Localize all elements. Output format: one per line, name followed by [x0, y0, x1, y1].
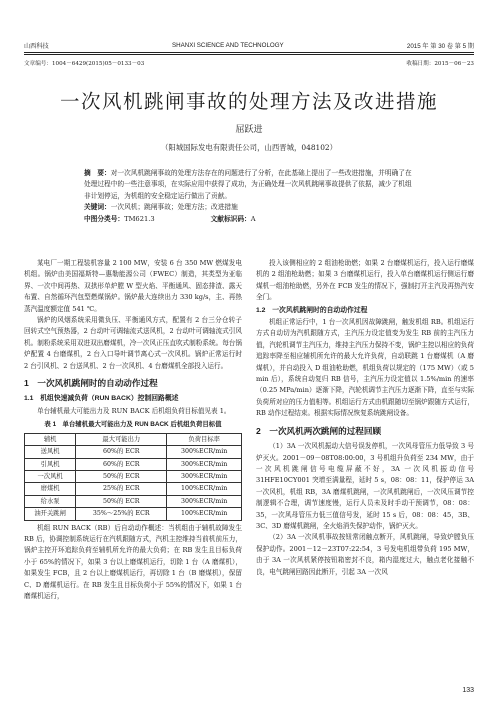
issue-info: 2015 年 第 30 卷 第 5 期	[406, 42, 474, 50]
table-header-row	[25, 433, 242, 445]
table-cell: 油开关跳闸	[25, 508, 76, 520]
table-row	[25, 446, 242, 458]
table-header-cell: 负荷目标率	[167, 433, 242, 445]
table-cell: 送风机	[25, 446, 76, 458]
section-2-heading: 2 一次风机两次跳闸的过程回顾	[256, 425, 382, 436]
table-cell: 300%ECR/min	[167, 495, 242, 507]
table-cell: 60%的 ECR	[76, 446, 167, 458]
runback-paragraph: 机组 RUN BACK（RB）后自动动作概述：当机组由于辅机故障发生 RB 后，协调控制系统运行在汽机跟随方式，汽机主控维持当前机前压力，锅炉主控开环追踪负荷至辅机所允许的最大负荷；在 RB 发生且目标负荷小于 65%的情况下，如果 3 台以上磨煤机运行，切除 1 台（A 磨煤机），如果发生 FCB，且 2 台以上磨煤机运行，再切除 1 台（B 磨煤机），保留 C、D 磨煤机运行。在 RB 发生且目标负荷小于 55%的情况下，如果 1 台磨煤机运行，	[24, 523, 242, 600]
keywords-label: 关键词：	[84, 203, 111, 212]
header-rule	[24, 52, 474, 53]
right-column	[256, 258, 474, 578]
table-header-cell: 最大可能出力	[76, 433, 167, 445]
page-number: 133	[462, 687, 474, 694]
header-rule-thin	[24, 54, 474, 55]
journal-name-cn: 山西科技	[24, 42, 49, 50]
oil-gun-paragraph: 投入该侧相应的 2 组油枪助燃；如果 2 台磨煤机运行，投入运行磨煤机的 2 组油枪助燃；如果 3 台磨煤机运行，投入单台磨煤机运行侧运行磨煤机一组油枪助燃，另外在 FCB 发生的情况下，强制打开主汽及再热汽安全门。	[256, 259, 474, 302]
section-1-2-heading: 1.2 一次风机跳闸时的自动动作过程	[256, 306, 368, 314]
table-row	[25, 483, 242, 495]
table-1	[24, 433, 242, 521]
table-header-cell: 辅机	[25, 433, 76, 445]
received-date: 收稿日期：2015－06－23	[406, 60, 474, 67]
table-cell: 50%的 ECR	[76, 495, 167, 507]
clc-number: TM621.3	[124, 214, 155, 223]
table-cell: 300%ECR/min	[167, 446, 242, 458]
table-1-caption: 表 1 单台辅机最大可能出力及 RUN BACK 后机组负荷目标值	[44, 421, 222, 429]
left-column	[24, 258, 242, 602]
table-cell: 300%ECR/min	[167, 470, 242, 482]
article-title: 一次风机跳闸事故的处理方法及改进措施	[59, 90, 438, 113]
intro-paragraph-2: 锅炉的风烟系统采用微负压、平衡通风方式，配置有 2 台三分仓转子回转式空气预热器，2 台动叶可调轴流式送风机，2 台动叶可调轴流式引风机。制粉系统采用双进双出磨煤机，冷一次风正压直吹式制粉系统。每台锅炉配置 4 台磨煤机，2 台入口导叶调节离心式一次风机。锅炉正常运行时 2 台引风机、2 台送风机、2 台一次风机、4 台磨煤机全部投入运行。	[24, 316, 242, 370]
abstract	[84, 168, 414, 202]
clc-label: 中图分类号：	[84, 214, 125, 223]
doc-code: A	[250, 214, 256, 223]
article-number: 文章编号：1004－6429(2015)05－0133－03	[24, 60, 145, 67]
table-cell: 引风机	[25, 458, 76, 470]
table-cell: 35%～25%的 ECR	[76, 508, 167, 520]
table-cell: 25%的 ECR	[76, 483, 167, 495]
intro-paragraph-1: 某电厂一期工程装机容量 2 100 MW，安装 6 台 350 MW 燃煤发电机组。锅炉由美国福斯特—惠勒能源公司（FWEC）制造，其类型为亚临界、一次中间再热、双拱形单炉膛 W 型火焰、平衡通风、固态排渣、露天布置、自然循环汽包型燃煤锅炉。锅炉最大连续出力 330 kg/s，主、再热蒸汽温度额定值 541 ℃。	[24, 259, 242, 313]
abstract-label: 摘 要：	[84, 169, 111, 177]
section-1-heading: 1 一次风机跳闸时的自动动作过程	[24, 378, 158, 389]
section-1-1-paragraph: 单台辅机最大可能出力及 RUN BACK 后机组负荷目标值见表 1。	[37, 406, 231, 415]
abstract-text: 对一次风机跳闸事故的处理方法存在的问题进行了分析，在此基础上提出了一些改进措施，并明确了在处理过程中的一些注意事项，在实际应用中获得了成功，为正确处理一次风机跳闸事故提供了依据，减少了机组非计划停运，为机组的安全稳定运行做出了贡献。	[84, 169, 412, 200]
author-affiliation: （阳城国际发电有限责任公司，山西晋城，048102）	[160, 143, 338, 152]
table-cell: 50%的 ECR	[76, 470, 167, 482]
table-cell: 100%ECR/min	[167, 508, 242, 520]
case-2-paragraph: （2）3A 一次风机事故按钮常闭触点断开，风机跳闸，导致炉膛负压保护动作。2001－12－23T07:22:54，3 号发电机组带负荷 195 MW，由于 3A 一次风机紧停按钮箱密封不良，箱内湿度过大，触点老化接触不良，电气跳闸回路因此断开，引起 3A 一次风	[256, 533, 474, 576]
doc-code-label: 文献标识码：	[210, 214, 251, 223]
table-cell: 一次风机	[25, 470, 76, 482]
table-row	[25, 495, 242, 507]
table-cell: 60%的 ECR	[76, 458, 167, 470]
article-meta	[24, 58, 474, 67]
keywords-text: 一次风机；跳闸事故；处理方法；改进措施	[110, 203, 238, 212]
journal-name-en: SHANXI SCIENCE AND TECHNOLOGY	[172, 41, 284, 49]
section-1-1-heading: 1.1 机组快速减负荷（RUN BACK）控制回路概述	[24, 395, 179, 403]
table-cell: 给水泵	[25, 495, 76, 507]
table-row	[25, 458, 242, 470]
case-1-paragraph: （1）3A 一次风机振动大信号误发停机，一次风母管压力低导致 3 号炉灭火。2001－09－08T08:00:00，3 号机组升负荷至 234 MW，由于一次风机跳闸信号电缆屏蔽不好，3A 一次风机振动信号 31HFE10CY001 突增至满量程，延时 5 s，08：08：11，保护停运 3A 一次风机，机组 RB，3A 磨煤机跳闸，一次风机跳闸后，一次风压调节控制逻辑不合理，调节速度慢，运行人员未及时手动干预调节，08：08：35，一次风母管压力低三值信号发，延时 15 s 后，08：08：45，3B、3C、3D 磨煤机跳闸，全火焰消失保护动作，锅炉灭火。	[256, 442, 474, 530]
running-header	[24, 40, 474, 50]
table-cell: 300%ECR/min	[167, 458, 242, 470]
author-name: 屈跃进	[235, 125, 263, 135]
table-row	[25, 470, 242, 482]
table-cell: 100%ECR/min	[167, 483, 242, 495]
table-cell: 磨煤机	[25, 483, 76, 495]
section-1-2-paragraph: 机组正常运行中，1 台一次风机因故障跳闸，触发机组 RB。机组运行方式自动切为汽机跟随方式，主汽压力设定值变为发生 RB 前的主汽压力值，汽轮机调节主汽压力，维持主汽压力保持不变，锅炉主控以相应的负荷追踪率降至相应辅机所允许的最大允许负荷，自动联跳 1 台磨煤机（A 磨煤机），并自动投入 D 组油枪助燃，机组负荷以规定的（175 MW）（或 5 min 后），系统自动复归 RB 信号，主汽压力设定值以 1.5%/min 的速率（0.25 MPa/min）逐渐下降，汽轮机调节主汽压力逐渐下降，直至与实际负荷所对应的压力值相等。机组运行方式由机跟随切至锅炉跟随方式运行，RB 动作过程结束。根据实际情况恢复系统跳闸设备。	[256, 318, 474, 418]
abstract-block	[84, 168, 414, 225]
keywords	[84, 202, 414, 213]
classification-line	[84, 214, 414, 225]
table-row	[25, 508, 242, 520]
